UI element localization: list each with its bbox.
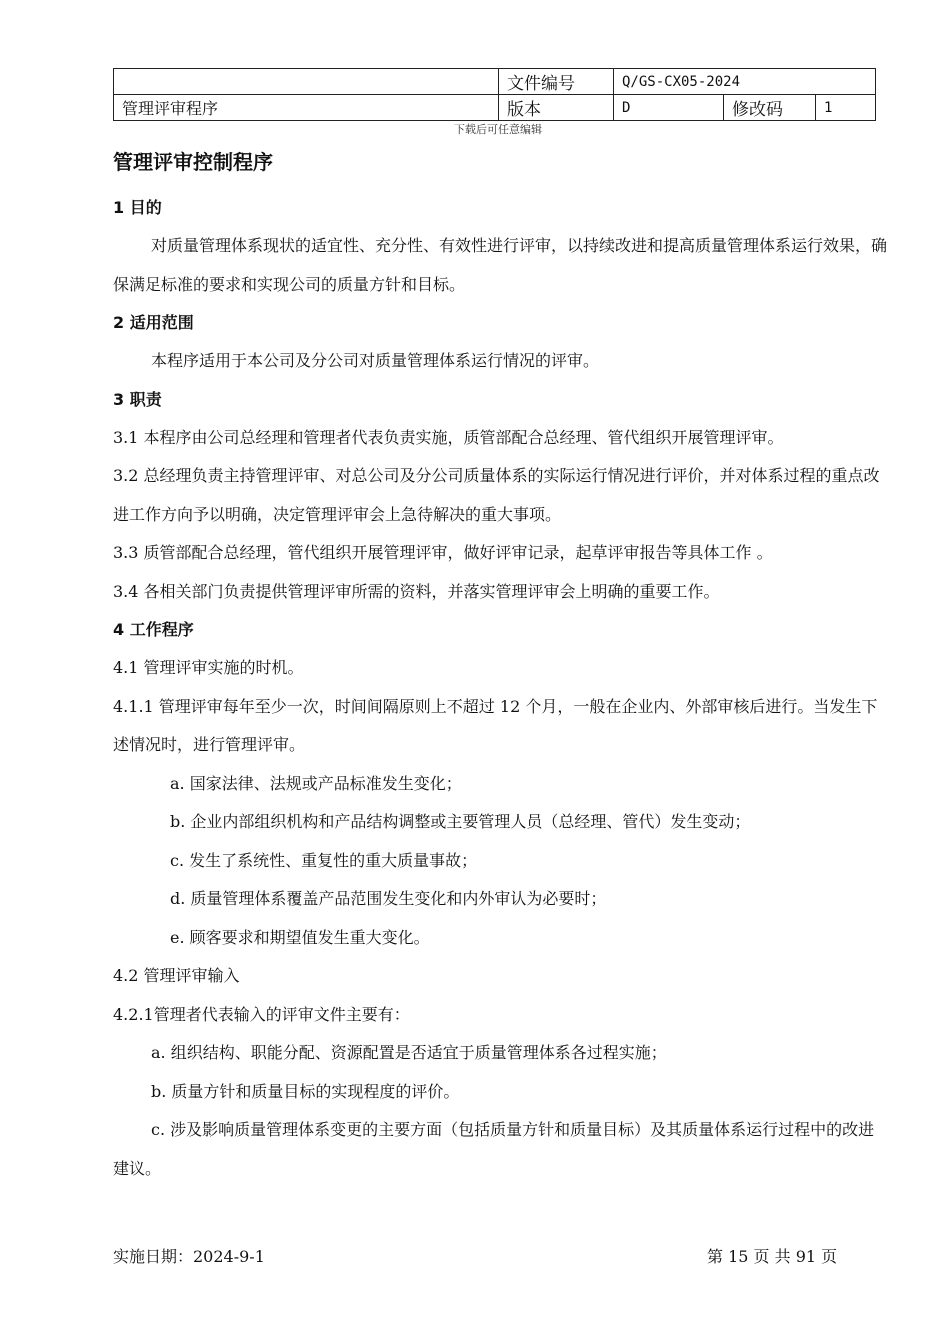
- list-item: c. 涉及影响质量管理体系变更的主要方面（包括质量方针和质量目标）及其质量体系运行过程中的改进建议。: [113, 1120, 875, 1178]
- list-item: d. 质量管理体系覆盖产品范围发生变化和内外审认为必要时；: [170, 889, 607, 908]
- section-4-1-1: 4.1.1 管理评审每年至少一次，时间间隔原则上不超过 12 个月，一般在企业内、外部审核后进行。当发生下述情况时，进行管理评审。: [113, 696, 878, 754]
- section-4-1: 4.1 管理评审实施的时机。: [113, 658, 304, 677]
- header-blank-cell: [114, 69, 499, 95]
- section-2-heading: 2 适用范围: [113, 313, 194, 332]
- section-4-2-1: 4.2.1管理者代表输入的评审文件主要有：: [113, 1004, 410, 1024]
- section-3-heading: 3 职责: [113, 389, 162, 409]
- revision-label: 修改码: [724, 95, 816, 121]
- watermark-text: 下载后可任意编辑: [454, 123, 542, 136]
- version-value: D: [614, 95, 724, 121]
- document-header-table: [113, 68, 876, 121]
- doc-name: 管理评审程序: [114, 95, 499, 121]
- section-1-text: 对质量管理体系现状的适宜性、充分性、有效性进行评审，以持续改进和提高质量管理体系运行效果，确保满足标准的要求和实现公司的质量方针和目标。: [113, 236, 888, 294]
- effective-date: 实施日期：2024-9-1: [113, 1247, 265, 1266]
- section-4-2: 4.2 管理评审输入: [113, 966, 240, 985]
- list-item: c. 发生了系统性、重复性的重大质量事故；: [170, 850, 478, 870]
- document-title: 管理评审控制程序: [113, 150, 273, 174]
- revision-value: 1: [816, 95, 876, 121]
- list-item: b. 企业内部组织机构和产品结构调整或主要管理人员（总经理、管代）发生变动；: [170, 812, 751, 831]
- list-item: b. 质量方针和质量目标的实现程度的评价。: [151, 1081, 460, 1101]
- document-body: [113, 140, 888, 1188]
- page-number: 第 15 页 共 91 页: [707, 1247, 838, 1266]
- list-item: e. 顾客要求和期望值发生重大变化。: [170, 927, 430, 947]
- section-3-3: 3.3 质管部配合总经理，管代组织开展管理评审，做好评审记录，起草评审报告等具体工作 。: [113, 543, 773, 562]
- section-2-text: 本程序适用于本公司及分公司对质量管理体系运行情况的评审。: [151, 351, 600, 370]
- list-item: a. 国家法律、法规或产品标准发生变化；: [170, 773, 462, 793]
- section-3-1: 3.1 本程序由公司总经理和管理者代表负责实施，质管部配合总经理、管代组织开展管理评审。: [113, 427, 784, 447]
- list-item: a. 组织结构、职能分配、资源配置是否适宜于质量管理体系各过程实施；: [151, 1043, 667, 1062]
- section-3-2: 3.2 总经理负责主持管理评审、对总公司及分公司质量体系的实际运行情况进行评价，并对体系过程的重点改进工作方向予以明确，决定管理评审会上急待解决的重大事项。: [113, 466, 880, 524]
- section-4-heading: 4 工作程序: [113, 620, 194, 639]
- doc-no-label: 文件编号: [499, 69, 614, 95]
- version-label: 版本: [499, 95, 614, 121]
- doc-no-value: Q/GS-CX05-2024: [614, 69, 876, 95]
- section-1-heading: 1 目的: [113, 198, 162, 217]
- section-3-4: 3.4 各相关部门负责提供管理评审所需的资料，并落实管理评审会上明确的重要工作。: [113, 581, 720, 601]
